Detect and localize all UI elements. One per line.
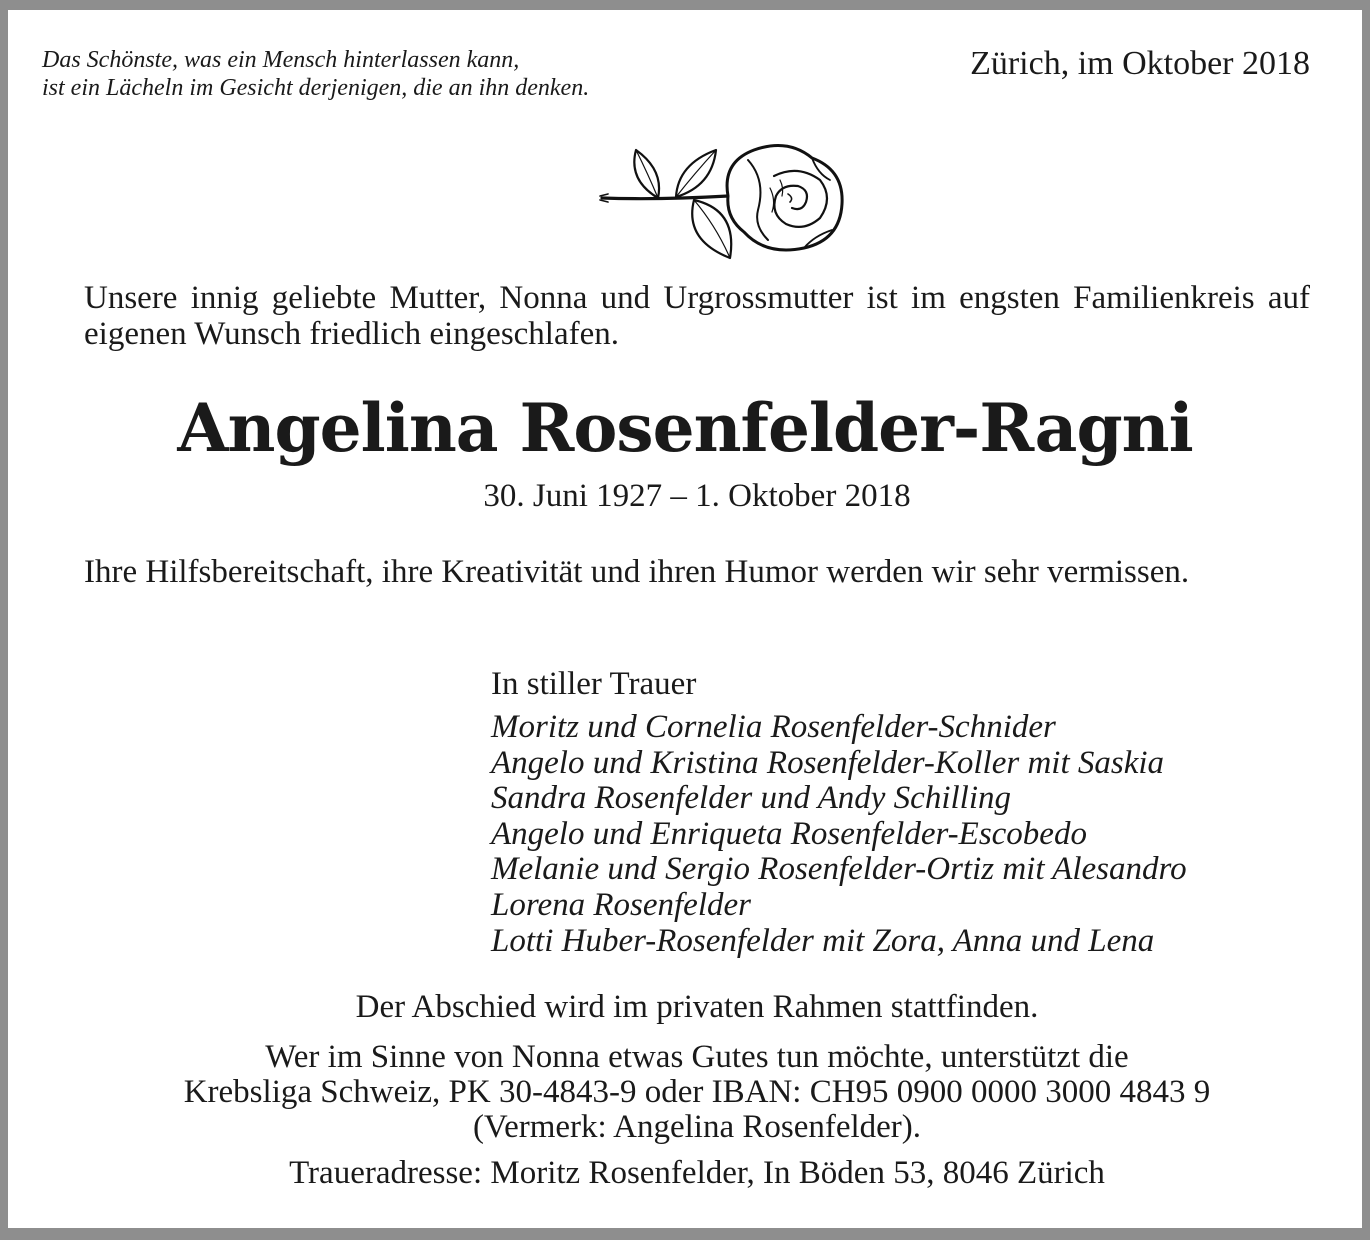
quote-line-2: ist ein Lächeln im Gesicht derjenigen, die an ihn denken. <box>42 75 590 101</box>
memorial-quote <box>42 46 589 102</box>
mourning-address: Traueradresse: Moritz Rosenfelder, In Böden 53, 8046 Zürich <box>289 1155 1105 1191</box>
mourner-item: Lotti Huber-Rosenfelder mit Zora, Anna und Lena <box>491 922 1155 959</box>
lifespan-dates: 30. Juni 1927 – 1. Oktober 2018 <box>483 478 911 514</box>
mourning-heading: In stiller Trauer <box>491 666 697 702</box>
place-date: Zürich, im Oktober 2018 <box>970 45 1310 82</box>
donation-note <box>8 1040 1370 1145</box>
donation-line-1: Wer im Sinne von Nonna etwas Gutes tun möchte, unterstützt die <box>265 1039 1129 1075</box>
mourner-item: Angelo und Kristina Rosenfelder-Koller mit Saskia <box>491 744 1165 781</box>
farewell-note: Der Abschied wird im privaten Rahmen stattfinden. <box>355 989 1039 1025</box>
mourner-item: Moritz und Cornelia Rosenfelder-Schnider <box>491 709 1056 745</box>
mourner-item: Melanie und Sergio Rosenfelder-Ortiz mit Alesandro <box>491 851 1187 888</box>
donation-line-2: Krebsliga Schweiz, PK 30-4843-9 oder IBAN: CH95 0900 0000 3000 4843 9 <box>183 1074 1211 1110</box>
mourner-item: Lorena Rosenfelder <box>491 886 751 923</box>
mourners-list <box>491 710 1187 959</box>
obituary-page <box>8 10 1362 1228</box>
mourner-item: Angelo und Enriqueta Rosenfelder-Escobedo <box>491 815 1087 852</box>
rose-icon <box>598 140 848 262</box>
donation-line-3: (Vermerk: Angelina Rosenfelder). <box>472 1109 922 1145</box>
mourner-item: Sandra Rosenfelder und Andy Schilling <box>491 780 1011 817</box>
intro-text: Unsere innig geliebte Mutter, Nonna und Urgrossmutter ist im engsten Familienkreis auf eigenen Wunsch friedlich eingeschlafen. <box>84 280 1310 352</box>
tribute-text: Ihre Hilfsbereitschaft, ihre Kreativität und ihren Humor werden wir sehr vermissen. <box>84 554 1190 590</box>
deceased-name: Angelina Rosenfelder-Ragni <box>177 389 1193 467</box>
quote-line-1: Das Schönste, was ein Mensch hinterlassen kann, <box>42 47 520 73</box>
